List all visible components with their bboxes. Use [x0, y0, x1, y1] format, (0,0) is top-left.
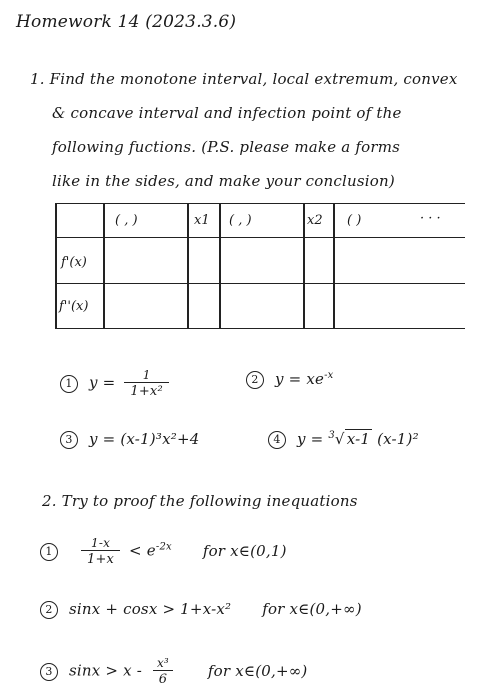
table-header-cell: x2: [307, 213, 323, 228]
inequality-condition: for x∈(0,+∞): [262, 600, 362, 618]
function-prefix: y =: [88, 373, 116, 392]
problem1-line4: like in the sides, and make your conclusion): [52, 172, 395, 190]
fraction-numerator: 1-x: [90, 536, 111, 550]
function-3: [60, 430, 199, 449]
table-col-line: [333, 203, 335, 329]
table-rule-1: [55, 237, 465, 238]
item-number: 3: [40, 663, 58, 681]
table-border-bottom: [55, 328, 465, 329]
table-border-top: [55, 203, 465, 204]
function-prefix: y =: [296, 430, 324, 448]
problem1-line2: & concave interval and infection point of the: [52, 104, 402, 122]
table-col-line: [103, 203, 105, 329]
table-header-cell: · · ·: [420, 211, 441, 226]
inequality-condition: for x∈(0,1): [202, 541, 287, 560]
row-label: f''(x): [59, 299, 89, 314]
table-col-line: [187, 203, 189, 329]
function-text: y = (x-1)³x²+4: [88, 430, 200, 448]
function-4: [268, 430, 419, 449]
exponent: -2x: [155, 541, 172, 553]
fraction-denominator: 1+x²: [124, 382, 169, 399]
item-number: 2: [246, 371, 264, 389]
table-col-line: [303, 203, 305, 329]
page-title: Homework 14 (2023.3.6): [16, 12, 237, 32]
inequality-text: sinx + cosx > 1+x-x²: [68, 600, 232, 618]
problem2-intro: 2. Try to proof the following inequations: [42, 492, 358, 510]
fraction-denominator: 1+x: [81, 550, 120, 567]
function-text: y = xe: [274, 370, 325, 388]
radicand: x-1: [346, 430, 371, 448]
problem1-line1: 1. Find the monotone interval, local extremum, convex: [30, 70, 458, 88]
table-col-line: [219, 203, 221, 329]
inequality-3: [40, 656, 307, 687]
function-2: [246, 370, 334, 389]
item-number: 3: [60, 431, 78, 449]
function-1: [60, 368, 173, 399]
fraction: [151, 656, 175, 687]
table-header-cell: ( , ): [115, 213, 138, 228]
row-label: f'(x): [61, 255, 87, 270]
inequality-relation: < e: [129, 541, 156, 560]
table-header-cell: ( , ): [229, 213, 252, 228]
fraction: [124, 368, 169, 399]
item-number: 2: [40, 601, 58, 619]
inequality-2: [40, 600, 362, 619]
analysis-table: [55, 203, 465, 329]
problem1-line3: following fuctions. (P.S. please make a forms: [52, 138, 401, 156]
fraction-numerator: 1: [142, 368, 151, 382]
function-suffix: (x-1)²: [377, 430, 419, 448]
inequality-condition: for x∈(0,+∞): [207, 661, 308, 680]
table-rule-2: [55, 283, 465, 284]
table-header-cell: ( ): [347, 213, 362, 228]
inequality-lhs: sinx > x -: [68, 661, 142, 680]
fraction-denominator: 6: [153, 670, 173, 687]
table-col-line: [55, 203, 57, 329]
item-number: 1: [60, 375, 78, 393]
exponent: -x: [324, 370, 334, 381]
radical-icon: √: [334, 430, 345, 448]
fraction: [81, 536, 120, 567]
table-header-cell: x1: [194, 213, 210, 228]
root-index: 3: [328, 430, 335, 441]
item-number: 1: [40, 543, 58, 561]
item-number: 4: [268, 431, 286, 449]
inequality-1: [40, 536, 287, 567]
fraction-numerator: x³: [156, 656, 169, 670]
